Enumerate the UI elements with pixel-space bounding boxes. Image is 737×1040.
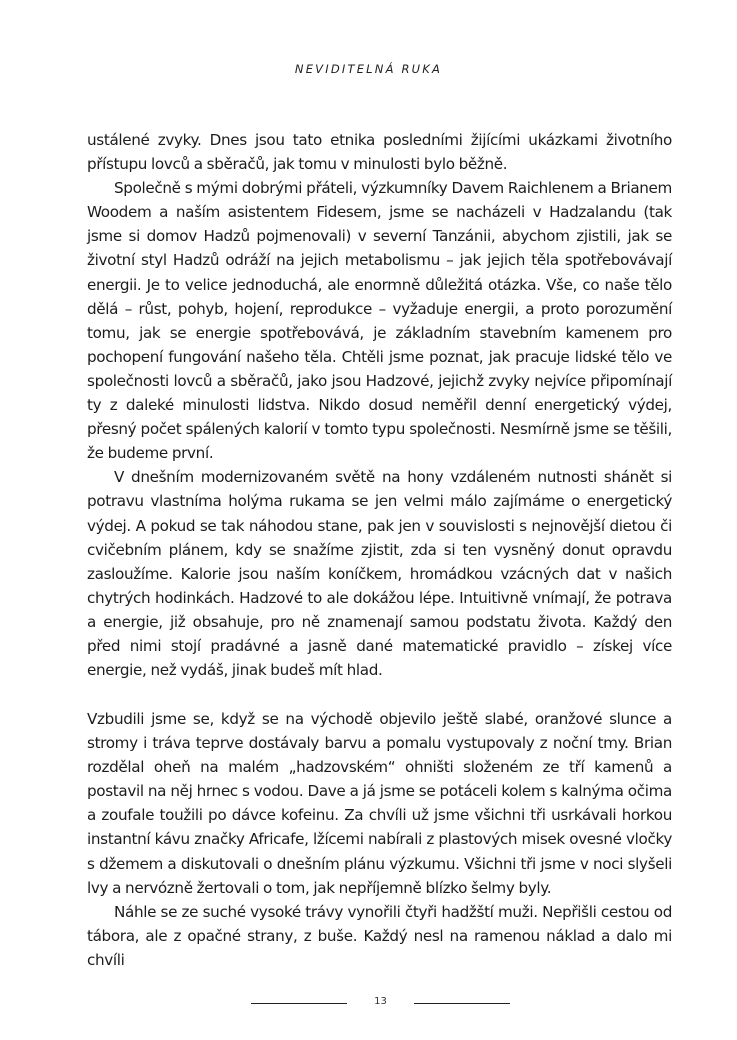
body-text-section-1: [87, 128, 672, 682]
page-number: 13: [374, 996, 387, 1007]
body-text-section-2: [87, 707, 672, 972]
footer-rule-left: [251, 1003, 347, 1004]
running-head-title: NEVIDITELNÁ RUKA: [294, 62, 443, 76]
footer-rule-right: [414, 1003, 510, 1004]
paragraph: Společně s mými dobrými přáteli, výzkumníky Davem Raichlenem a Brianem Woodem a naším asistentem Fidesem, jsme se nacházeli v Hadzalandu (tak jsme si domov Hadzů pojmenovali) v severní Tanzánii, abychom zjistili, jak se životní styl Hadzů odráží na jejich metabolismu – jak jejich těla spotřebovávají energii. Je to velice jednoduchá, ale enormně důležitá otázka. Vše, co naše tělo dělá – růst, pohyb, hojení, reprodukce – vyžaduje energii, a proto porozumění tomu, jak se energie spotřebovává, je základním stavebním kamenem pro pochopení fungování našeho těla. Chtěli jsme poznat, jak pracuje lidské tělo ve společnosti lovců a sběračů, jako jsou Hadzové, jejichž zvyky nejvíce připomínají ty z daleké minulosti lidstva. Nikdo dosud neměřil denní energetický výdej, přesný počet spálených kalorií v tomto typu společnosti. Nesmírně jsme se těšili, že budeme první.: [87, 179, 672, 463]
paragraph: V dnešním modernizovaném světě na hony vzdáleném nutnosti shánět si potravu vlastníma holýma rukama se jen velmi málo zajímáme o energetický výdej. A pokud se tak náhodou stane, pak jen v souvislosti s nejnovější dietou či cvičebním plánem, kdy se snažíme zjistit, zda si ten vysněný donut opravdu zasloužíme. Kalorie jsou naším koníčkem, hromádkou vzácných dat v našich chytrých hodinkách. Hadzové to ale dokážou lépe. Intuitivně vnímají, že potrava a energie, již obsahuje, pro ně znamenají samou podstatu života. Každý den před nimi stojí pradávné a jasně dané matematické pravidlo – získej více energie, než vydáš, jinak budeš mít hlad.: [87, 468, 672, 680]
paragraph-section-start: Vzbudili jsme se, když se na východě objevilo ještě slabé, oranžové slunce a stromy i tráva teprve dostávaly barvu a pomalu vystupovaly z noční tmy. Brian rozdělal oheň na malém „hadzovském“ ohništi složeném ze tří kamenů a postavil na něj hrnec s vodou. Dave a já jsme se potáceli kolem s kalnýma očima a zoufale toužili po dávce kofeinu. Za chvíli už jsme všichni tři usrkávali horkou instantní kávu značky Africafe, lžícemi nabírali z plastových misek ovesné vločky s džemem a diskutovali o dnešním plánu výzkumu. Všichni tři jsme v noci slyšeli lvy a nervózně žertovali o tom, jak nepříjemně blízko šelmy byly.: [87, 710, 672, 897]
paragraph-continuation: ustálené zvyky. Dnes jsou tato etnika posledními žijícími ukázkami životního přístupu lovců a sběračů, jak tomu v minulosti bylo běžně.: [87, 131, 672, 174]
page-footer: [0, 994, 737, 1014]
paragraph-continues-next-page: Náhle se ze suché vysoké trávy vynořili čtyři hadžští muži. Nepřišli cestou od tábora, ale z opačné strany, z buše. Každý nesl na ramenou náklad a dalo mi chvíli: [87, 902, 672, 969]
